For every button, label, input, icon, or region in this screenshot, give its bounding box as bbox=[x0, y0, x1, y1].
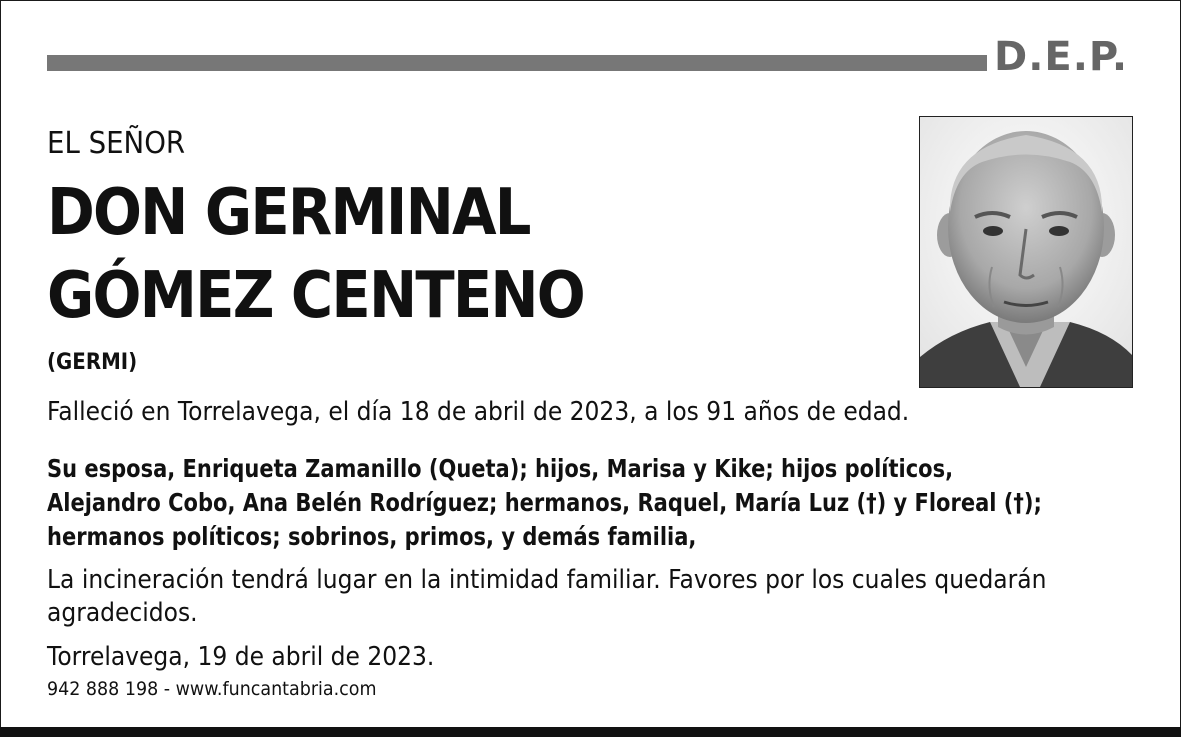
deceased-name-line-2: GÓMEZ CENTENO bbox=[47, 259, 584, 333]
ceremony-line: La incineración tendrá lugar en la intimidad familiar. Favores por los cuales quedarán bbox=[47, 565, 1047, 595]
deceased-nickname: (GERMI) bbox=[47, 350, 138, 375]
portrait-photo bbox=[919, 116, 1133, 388]
funeral-home-contact: 942 888 198 - www.funcantabria.com bbox=[47, 678, 377, 700]
header-rule bbox=[47, 55, 987, 71]
death-statement: Falleció en Torrelavega, el día 18 de abril de 2023, a los 91 años de edad. bbox=[47, 397, 910, 427]
family-line: hermanos políticos; sobrinos, primos, y demás familia, bbox=[47, 522, 697, 551]
ceremony-note bbox=[47, 564, 1046, 630]
portrait-image bbox=[920, 117, 1132, 387]
family-line: Su esposa, Enriqueta Zamanillo (Queta); hijos, Marisa y Kike; hijos políticos, bbox=[47, 454, 954, 483]
dep-heading: D.E.P. bbox=[994, 34, 1129, 80]
honorific-prefix: EL SEÑOR bbox=[47, 126, 186, 161]
deceased-name-line-1: DON GERMINAL bbox=[47, 176, 530, 250]
family-list bbox=[47, 452, 1042, 554]
family-line: Alejandro Cobo, Ana Belén Rodríguez; hermanos, Raquel, María Luz (†) y Floreal (†); bbox=[47, 488, 1042, 517]
place-and-date: Torrelavega, 19 de abril de 2023. bbox=[47, 642, 435, 672]
ceremony-line: agradecidos. bbox=[47, 598, 198, 628]
footer-rule bbox=[0, 727, 1181, 737]
